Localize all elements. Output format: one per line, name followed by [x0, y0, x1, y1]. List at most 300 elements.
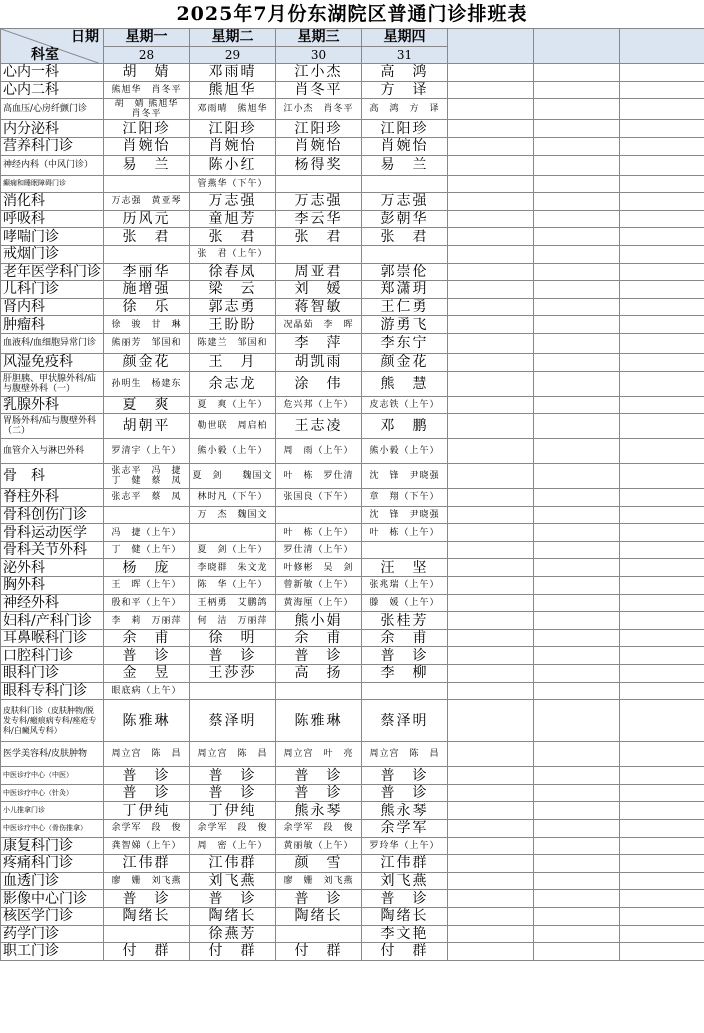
empty-cell: [534, 524, 620, 542]
doctor-cell: 龚智娣（上午）: [104, 837, 190, 855]
empty-cell: [620, 193, 704, 211]
doctor-cell: 付 群: [104, 943, 190, 961]
doctor-cell: 张 君（上午）: [190, 245, 276, 263]
empty-cell: [448, 81, 534, 99]
doctor-cell: 付 群: [190, 943, 276, 961]
doctor-cell: 肖婉怡: [104, 137, 190, 155]
doctor-cell: 张 君: [104, 228, 190, 246]
empty-cell: [448, 665, 534, 683]
schedule-row: [1, 506, 704, 524]
empty-cell: [448, 464, 534, 489]
schedule-row: [1, 700, 704, 742]
doctor-cell: [190, 682, 276, 700]
empty-cell: [620, 137, 704, 155]
empty-cell: [620, 245, 704, 263]
doctor-cell: 丁伊纯: [104, 802, 190, 820]
doctor-cell: 眼底病（上午）: [104, 682, 190, 700]
empty-cell: [534, 120, 620, 138]
doctor-cell: 张桂芳: [362, 612, 448, 630]
empty-cell: [534, 353, 620, 371]
department-name: 中医诊疗中心（针灸）: [1, 784, 104, 802]
doctor-cell: 叶 栋 罗仕清: [276, 464, 362, 489]
department-name: 心内二科: [1, 81, 104, 99]
schedule-row: [1, 396, 704, 414]
empty-cell: [448, 99, 534, 120]
schedule-row: [1, 464, 704, 489]
doctor-cell: 杨 庞: [104, 559, 190, 577]
empty-cell: [620, 559, 704, 577]
doctor-cell: 刘飞燕: [362, 872, 448, 890]
doctor-cell: 张 君: [362, 228, 448, 246]
department-name: 风湿免疫科: [1, 353, 104, 371]
doctor-cell: 普 诊: [362, 647, 448, 665]
empty-cell: [620, 802, 704, 820]
empty-cell: [620, 665, 704, 683]
doctor-cell: 罗仕清（上午）: [276, 541, 362, 559]
empty-cell: [534, 943, 620, 961]
doctor-cell: 蔡泽明: [190, 700, 276, 742]
empty-cell: [534, 245, 620, 263]
doctor-cell: 陶绪长: [362, 907, 448, 925]
schedule-row: [1, 524, 704, 542]
doctor-cell: 李丽华: [104, 263, 190, 281]
empty-cell: [534, 464, 620, 489]
empty-cell: [620, 890, 704, 908]
doctor-cell: 熊永琴: [362, 802, 448, 820]
date-cell: 29: [190, 46, 276, 64]
schedule-row: [1, 99, 704, 120]
empty-cell: [620, 577, 704, 595]
empty-cell: [620, 81, 704, 99]
empty-cell: [534, 137, 620, 155]
doctor-cell: 万志强: [362, 193, 448, 211]
empty-cell: [534, 506, 620, 524]
department-name: 小儿推拿门诊: [1, 802, 104, 820]
doctor-cell: 周立宫 陈 昌: [362, 742, 448, 767]
empty-cell: [448, 559, 534, 577]
doctor-cell: 颜金花: [104, 353, 190, 371]
doctor-cell: 李文艳: [362, 925, 448, 943]
department-name: [1, 700, 104, 742]
schedule-row: [1, 559, 704, 577]
empty-cell: [448, 245, 534, 263]
doctor-cell: 王 晖（上午）: [104, 577, 190, 595]
empty-cell: [448, 371, 534, 396]
empty-cell: [534, 837, 620, 855]
schedule-row: [1, 943, 704, 961]
schedule-row: [1, 228, 704, 246]
doctor-cell: 熊永琴: [276, 802, 362, 820]
doctor-cell: 付 群: [362, 943, 448, 961]
doctor-cell: 叶 栋（上午）: [362, 524, 448, 542]
schedule-row: [1, 577, 704, 595]
empty-cell: [620, 316, 704, 334]
empty-cell: [534, 175, 620, 193]
schedule-row: [1, 907, 704, 925]
empty-cell: [534, 333, 620, 353]
doctor-cell: 陶绪长: [190, 907, 276, 925]
empty-cell: [448, 64, 534, 82]
department-name: 胃肠外科/疝与腹壁外科（二）: [1, 414, 104, 439]
doctor-cell: 王柄勇 艾鹏鸽: [190, 594, 276, 612]
doctor-cell: 叶修彬 吴 剑: [276, 559, 362, 577]
doctor-cell: 邓雨晴: [190, 64, 276, 82]
department-name: 血管介入与淋巴外科: [1, 439, 104, 464]
department-name: 泌外科: [1, 559, 104, 577]
doctor-cell: [276, 682, 362, 700]
department-name: 骨 科: [1, 464, 104, 489]
doctor-cell: 熊丽芳 邹国和: [104, 333, 190, 353]
doctor-cell: 普 诊: [190, 767, 276, 785]
doctor-cell: 余学军 段 俊: [104, 820, 190, 838]
doctor-cell: 万志强: [276, 193, 362, 211]
empty-cell: [620, 742, 704, 767]
empty-cell: [448, 855, 534, 873]
empty-cell: [534, 541, 620, 559]
doctor-cell: 熊小娟: [276, 612, 362, 630]
doctor-cell: 江阳珍: [104, 120, 190, 138]
empty-cell: [620, 175, 704, 193]
schedule-row: [1, 784, 704, 802]
empty-cell: [620, 612, 704, 630]
doctor-cell: 曾新敏（上午）: [276, 577, 362, 595]
empty-cell: [620, 464, 704, 489]
doctor-cell: 梁 云: [190, 281, 276, 299]
doctor-cell: 王仁勇: [362, 298, 448, 316]
doctor-cell: 肖婉怡: [190, 137, 276, 155]
empty-cell: [534, 396, 620, 414]
department-name: 骨科运动医学: [1, 524, 104, 542]
schedule-row: [1, 682, 704, 700]
schedule-row: [1, 316, 704, 334]
schedule-row: [1, 353, 704, 371]
schedule-row: [1, 612, 704, 630]
empty-cell: [534, 742, 620, 767]
empty-cell: [620, 489, 704, 507]
department-name: 肾内科: [1, 298, 104, 316]
doctor-cell: 万志强 黄亚琴: [104, 193, 190, 211]
empty-cell: [448, 210, 534, 228]
doctor-cell: 余学军 段 俊: [276, 820, 362, 838]
doctor-cell: 余 甫: [362, 629, 448, 647]
schedule-row: [1, 925, 704, 943]
empty-cell: [448, 700, 534, 742]
empty-cell: [534, 612, 620, 630]
empty-header-cell: [448, 29, 534, 64]
doctor-cell: 管燕华（下午）: [190, 175, 276, 193]
doctor-cell: 李 柳: [362, 665, 448, 683]
schedule-row: [1, 333, 704, 353]
empty-cell: [448, 802, 534, 820]
doctor-cell: 李 萍: [276, 333, 362, 353]
empty-cell: [620, 263, 704, 281]
empty-cell: [534, 316, 620, 334]
weekday-header: 星期二: [190, 29, 276, 47]
department-name: 胸外科: [1, 577, 104, 595]
empty-cell: [620, 943, 704, 961]
doctor-cell: 陈小红: [190, 155, 276, 175]
doctor-cell: 童旭芳: [190, 210, 276, 228]
schedule-row: [1, 81, 704, 99]
doctor-cell: 普 诊: [362, 784, 448, 802]
doctor-cell: 胡 婧: [104, 64, 190, 82]
empty-cell: [620, 371, 704, 396]
doctor-cell: 郭志勇: [190, 298, 276, 316]
schedule-row: [1, 298, 704, 316]
doctor-cell: 易 兰: [104, 155, 190, 175]
doctor-cell: [276, 925, 362, 943]
schedule-row: [1, 890, 704, 908]
schedule-row: [1, 767, 704, 785]
doctor-cell: 沈 锋 尹晓强: [362, 506, 448, 524]
empty-cell: [620, 820, 704, 838]
department-name: 神经内科（中风门诊）: [1, 155, 104, 175]
doctor-cell: [362, 541, 448, 559]
doctor-cell: 普 诊: [104, 647, 190, 665]
doctor-cell: 刘 媛: [276, 281, 362, 299]
doctor-cell: 王莎莎: [190, 665, 276, 683]
empty-cell: [620, 99, 704, 120]
doctor-cell: 方 译: [362, 81, 448, 99]
empty-cell: [534, 767, 620, 785]
doctor-cell: 夏 爽: [104, 396, 190, 414]
department-name: 老年医学科门诊: [1, 263, 104, 281]
doctor-cell: 况晶茹 李 晖: [276, 316, 362, 334]
doctor-cell: 夏 爽（上午）: [190, 396, 276, 414]
empty-cell: [620, 837, 704, 855]
empty-cell: [534, 489, 620, 507]
department-name-text: 皮肤科门诊（皮肤肿物/脱发专科/瘢痕病专科/痤疮专科/白癜风专科）: [3, 705, 97, 735]
schedule-row: [1, 193, 704, 211]
doctor-cell: 彭朝华: [362, 210, 448, 228]
department-name: 骨科创伤门诊: [1, 506, 104, 524]
schedule-row: [1, 281, 704, 299]
empty-cell: [534, 594, 620, 612]
department-name: 中医诊疗中心（骨伤推拿）: [1, 820, 104, 838]
date-cell: 31: [362, 46, 448, 64]
schedule-row: [1, 137, 704, 155]
empty-cell: [448, 872, 534, 890]
doctor-cell: 普 诊: [276, 784, 362, 802]
empty-cell: [448, 298, 534, 316]
department-name: 耳鼻喉科门诊: [1, 629, 104, 647]
doctor-cell: [276, 175, 362, 193]
doctor-cell: 肖冬平: [276, 81, 362, 99]
doctor-cell: 普 诊: [190, 647, 276, 665]
doctor-cell: 王盼盼: [190, 316, 276, 334]
doctor-cell: 丁 健（上午）: [104, 541, 190, 559]
empty-cell: [534, 414, 620, 439]
doctor-cell: 胡凯雨: [276, 353, 362, 371]
doctor-cell: 施增强: [104, 281, 190, 299]
doctor-cell: 丁伊纯: [190, 802, 276, 820]
doctor-cell: 余志龙: [190, 371, 276, 396]
department-name: 职工门诊: [1, 943, 104, 961]
doctor-cell: [104, 925, 190, 943]
department-name: 癫痫和睡眠障碍门诊: [1, 175, 104, 193]
empty-cell: [620, 228, 704, 246]
empty-cell: [448, 120, 534, 138]
empty-cell: [448, 281, 534, 299]
doctor-cell: 沈 锋 尹晓强: [362, 464, 448, 489]
schedule-row: [1, 742, 704, 767]
empty-cell: [620, 700, 704, 742]
schedule-row: [1, 802, 704, 820]
empty-cell: [620, 767, 704, 785]
schedule-row: [1, 872, 704, 890]
empty-cell: [534, 298, 620, 316]
empty-cell: [620, 524, 704, 542]
doctor-cell: [362, 245, 448, 263]
doctor-cell: 滕 媛（上午）: [362, 594, 448, 612]
empty-cell: [620, 439, 704, 464]
department-name: 肝胆胰、甲状腺外科/疝与腹壁外科（一）: [1, 371, 104, 396]
empty-cell: [448, 577, 534, 595]
empty-cell: [448, 907, 534, 925]
empty-cell: [448, 594, 534, 612]
doctor-cell: 高 鸿 方 译: [362, 99, 448, 120]
doctor-cell: 万志强: [190, 193, 276, 211]
doctor-cell: 陈 华（上午）: [190, 577, 276, 595]
schedule-row: [1, 647, 704, 665]
schedule-row: [1, 665, 704, 683]
doctor-cell: 李 莉 万丽萍: [104, 612, 190, 630]
doctor-cell: 李云华: [276, 210, 362, 228]
doctor-cell: 陈建兰 邹国和: [190, 333, 276, 353]
doctor-cell: 徐 乐: [104, 298, 190, 316]
schedule-row: [1, 489, 704, 507]
doctor-cell: 肖婉怡: [362, 137, 448, 155]
doctor-cell: 蔡泽明: [362, 700, 448, 742]
empty-cell: [448, 890, 534, 908]
doctor-cell: 颜 雪: [276, 855, 362, 873]
doctor-cell: 徐春凤: [190, 263, 276, 281]
empty-cell: [534, 890, 620, 908]
department-name: 内分泌科: [1, 120, 104, 138]
doctor-cell: 徐 明: [190, 629, 276, 647]
doctor-cell: 廖 姗 刘飞燕: [276, 872, 362, 890]
empty-cell: [448, 943, 534, 961]
empty-cell: [534, 155, 620, 175]
dept-label: 科室: [31, 47, 59, 64]
empty-cell: [448, 925, 534, 943]
doctor-cell: 高 鸿: [362, 64, 448, 82]
doctor-cell: 周立宫 叶 亮: [276, 742, 362, 767]
doctor-cell: 余 甫: [276, 629, 362, 647]
empty-cell: [448, 629, 534, 647]
doctor-cell: 熊旭华: [190, 81, 276, 99]
department-name: 乳腺外科: [1, 396, 104, 414]
empty-cell: [448, 541, 534, 559]
doctor-cell: [190, 524, 276, 542]
department-name: 疼痛科门诊: [1, 855, 104, 873]
doctor-cell: 张 君: [190, 228, 276, 246]
doctor-cell: 孙明生 杨建东: [104, 371, 190, 396]
empty-cell: [620, 281, 704, 299]
doctor-cell: 熊小毅（上午）: [362, 439, 448, 464]
schedule-row: [1, 439, 704, 464]
doctor-cell: 胡朝平: [104, 414, 190, 439]
schedule-row: [1, 245, 704, 263]
schedule-row: [1, 120, 704, 138]
doctor-cell: 邓雨晴 熊旭华: [190, 99, 276, 120]
empty-cell: [534, 820, 620, 838]
schedule-row: [1, 414, 704, 439]
schedule-row: [1, 210, 704, 228]
department-name: 核医学门诊: [1, 907, 104, 925]
doctor-cell: 江阳珍: [276, 120, 362, 138]
doctor-cell: 邓 鹏: [362, 414, 448, 439]
doctor-cell: 皮志铁（上午）: [362, 396, 448, 414]
empty-cell: [448, 612, 534, 630]
schedule-row: [1, 64, 704, 82]
doctor-cell: 普 诊: [190, 784, 276, 802]
doctor-cell: 陈雅琳: [276, 700, 362, 742]
doctor-cell: 历风元: [104, 210, 190, 228]
empty-cell: [448, 396, 534, 414]
empty-cell: [534, 682, 620, 700]
doctor-cell: 江阳珍: [190, 120, 276, 138]
doctor-cell: 李东宁: [362, 333, 448, 353]
date-cell: 28: [104, 46, 190, 64]
empty-cell: [620, 872, 704, 890]
schedule-row: [1, 263, 704, 281]
doctor-cell: [276, 506, 362, 524]
doctor-cell: 危兴邦（上午）: [276, 396, 362, 414]
empty-cell: [534, 629, 620, 647]
department-name: 高血压/心房纤颤门诊: [1, 99, 104, 120]
doctor-cell: 张兆瑞（上午）: [362, 577, 448, 595]
doctor-cell: 金 昱: [104, 665, 190, 683]
doctor-cell: 江伟群: [190, 855, 276, 873]
empty-cell: [620, 594, 704, 612]
empty-cell: [534, 872, 620, 890]
empty-cell: [448, 647, 534, 665]
doctor-cell: 普 诊: [104, 767, 190, 785]
doctor-cell: 蒋智敏: [276, 298, 362, 316]
department-name: 妇科/产科门诊: [1, 612, 104, 630]
doctor-cell: [104, 245, 190, 263]
doctor-cell: 周亚君: [276, 263, 362, 281]
empty-cell: [620, 682, 704, 700]
empty-cell: [620, 925, 704, 943]
department-name: 医学美容科/皮肤肿物: [1, 742, 104, 767]
doctor-cell: 黄丽敏（上午）: [276, 837, 362, 855]
empty-cell: [534, 577, 620, 595]
doctor-cell: 林时凡（下午）: [190, 489, 276, 507]
doctor-cell: 勒世联 周启柏: [190, 414, 276, 439]
schedule-row: [1, 541, 704, 559]
weekday-header: 星期一: [104, 29, 190, 47]
empty-cell: [620, 647, 704, 665]
doctor-cell: 殷和平（上午）: [104, 594, 190, 612]
department-name: 营养科门诊: [1, 137, 104, 155]
empty-cell: [620, 396, 704, 414]
schedule-row: [1, 594, 704, 612]
doctor-cell: 张国良（下午）: [276, 489, 362, 507]
doctor-cell: 熊旭华 肖冬平: [104, 81, 190, 99]
doctor-cell: 普 诊: [362, 890, 448, 908]
department-name: 心内一科: [1, 64, 104, 82]
doctor-cell: 郭崇伦: [362, 263, 448, 281]
department-name: 血液科/血细胞异常门诊: [1, 333, 104, 353]
empty-cell: [448, 742, 534, 767]
department-name: 中医诊疗中心（中医）: [1, 767, 104, 785]
doctor-cell: 罗清宇（上午）: [104, 439, 190, 464]
schedule-row: [1, 155, 704, 175]
empty-cell: [620, 541, 704, 559]
empty-cell: [534, 439, 620, 464]
